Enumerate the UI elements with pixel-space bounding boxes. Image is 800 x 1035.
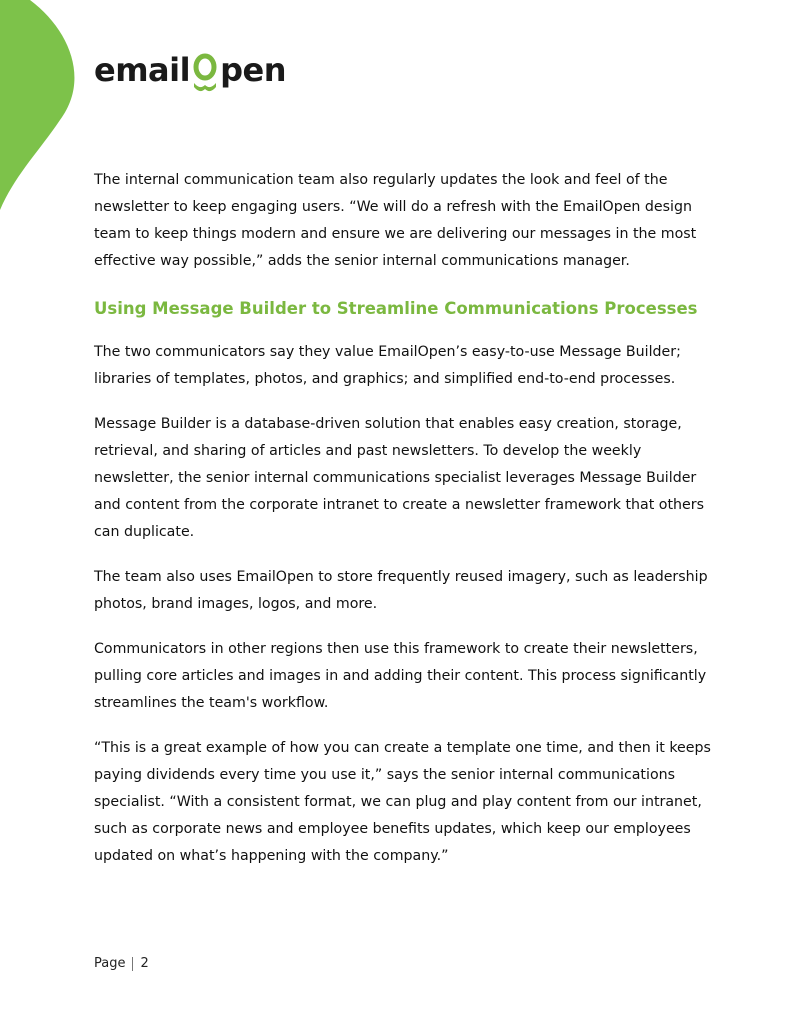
paragraph-5: “This is a great example of how you can create a template one time, and then it keeps paying dividends every time you use it,” says the senior internal communications specialist. “With a consistent format, we can plug and play content from our intranet, such as corporate news and employee benefits updates, which keep our employees updated on what’s happening with the company.” — [94, 740, 711, 864]
intro-paragraph: The internal communication team also regularly updates the look and feel of the newsletter to keep engaging users. “We will do a refresh with the EmailOpen design team to keep things modern and ensure we are delivering our messages in the most effective way possible,” adds the senior internal communications manager. — [94, 172, 697, 269]
page-footer — [94, 956, 149, 971]
page-label: Page — [94, 956, 126, 971]
section-heading: Using Message Builder to Streamline Communications Processes — [94, 299, 698, 318]
paragraph-1: The two communicators say they value EmailOpen’s easy-to-use Message Builder; libraries of templates, photos, and graphics; and simplified end-to-end processes. — [94, 344, 681, 387]
logo-text-pen: pen — [220, 51, 286, 89]
page-number: 2 — [140, 956, 149, 971]
footer-divider — [132, 957, 133, 971]
green-corner-decoration — [0, 0, 80, 220]
paragraph-2: Message Builder is a database-driven solution that enables easy creation, storage, retrieval, and sharing of articles and past newsletters. To develop the weekly newsletter, the senior internal communications specialist leverages Message Builder and content from the corporate intranet to create a newsletter framework that others can duplicate. — [94, 416, 704, 540]
emailopen-logo — [94, 50, 286, 100]
paragraph-4: Communicators in other regions then use this framework to create their newsletters, pulling core articles and images in and adding their content. This process significantly streamlines the team's workflow. — [94, 641, 707, 711]
document-body — [94, 167, 714, 888]
open-book-icon — [191, 50, 219, 94]
paragraph-3: The team also uses EmailOpen to store frequently reused imagery, such as leadership photos, brand images, logos, and more. — [94, 569, 708, 612]
logo-text-email: email — [94, 51, 191, 89]
